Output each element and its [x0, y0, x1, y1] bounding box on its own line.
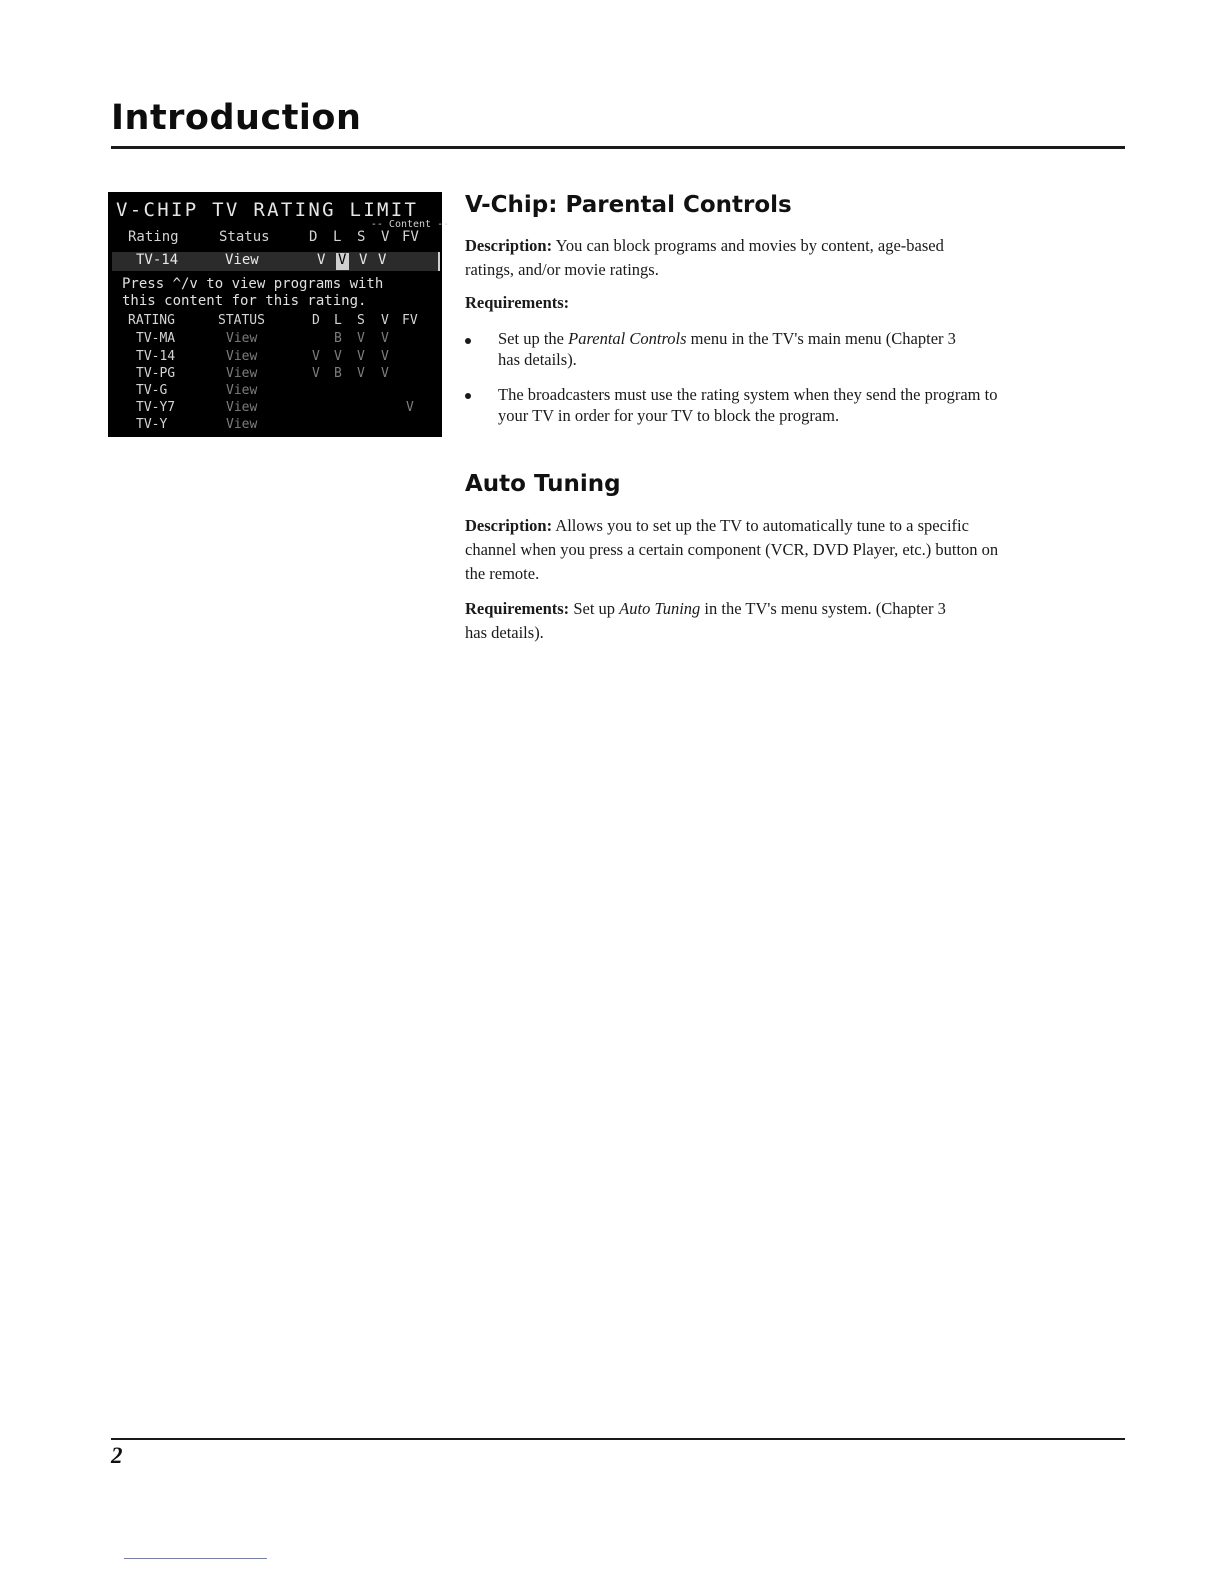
auto-req-post: in the TV's menu system. (Chapter 3	[700, 599, 946, 618]
auto-tuning-heading: Auto Tuning	[465, 471, 621, 497]
osd-table-row	[108, 331, 442, 349]
osd-head-v: V	[381, 229, 390, 245]
bullet-icon	[465, 338, 471, 344]
auto-req-pre: Set up	[569, 599, 620, 618]
osd-table-row	[108, 400, 442, 418]
bullet2-line-1: The broadcasters must use the rating system when they send the program to	[498, 385, 998, 404]
osd-table-head-rating: RATING	[128, 313, 175, 328]
auto-req-line-2: has details).	[465, 623, 544, 642]
osd-row-status: View	[226, 331, 258, 346]
osd-row-status: View	[226, 383, 258, 398]
osd-table-head-d: D	[312, 313, 320, 328]
osd-head-s: S	[357, 229, 366, 245]
osd-row-rating: TV-G	[136, 383, 168, 398]
osd-message-line-1: Press ^/v to view programs with	[122, 276, 384, 292]
vchip-req-label: Requirements:	[465, 293, 570, 312]
bullet2-line-2: your TV in order for your TV to block the program.	[498, 406, 840, 425]
osd-table-row	[108, 383, 442, 401]
osd-head-status: Status	[219, 229, 270, 245]
auto-tuning-description	[465, 514, 1125, 586]
osd-message-line-2: this content for this rating.	[122, 293, 367, 309]
osd-selected-status: View	[225, 252, 259, 268]
osd-row-s: V	[357, 331, 365, 346]
osd-table-head-status: STATUS	[218, 313, 265, 328]
bullet1-line-2: has details).	[498, 350, 577, 369]
osd-head-d: D	[309, 229, 318, 245]
osd-row-rating: TV-14	[136, 349, 176, 364]
vchip-desc-line-2: ratings, and/or movie ratings.	[465, 260, 659, 279]
osd-head-l: L	[333, 229, 342, 245]
auto-desc-line-2: channel when you press a certain component (VCR, DVD Player, etc.) button on	[465, 540, 999, 559]
page-header-title: Introduction	[111, 98, 362, 138]
osd-row-rating: TV-MA	[136, 331, 176, 346]
auto-req-label: Requirements:	[465, 599, 570, 618]
page-number: 2	[111, 1443, 123, 1468]
vchip-requirements-label	[465, 291, 1125, 315]
osd-row-v: V	[381, 331, 389, 346]
osd-row-rating: TV-PG	[136, 366, 176, 381]
osd-row-v: V	[381, 366, 389, 381]
osd-table-head-v: V	[381, 313, 389, 328]
osd-table-head-s: S	[357, 313, 365, 328]
osd-row-d: V	[312, 366, 320, 381]
osd-row-status: View	[226, 349, 258, 364]
osd-head-rating: Rating	[128, 229, 179, 245]
footer-rule	[111, 1438, 1125, 1440]
auto-desc-label: Description:	[465, 516, 553, 535]
bullet1-post: menu in the TV's main menu (Chapter 3	[686, 329, 956, 348]
vchip-desc-line-1: You can block programs and movies by content, age-based	[552, 236, 944, 255]
osd-row-v: V	[381, 349, 389, 364]
osd-selected-row	[108, 252, 442, 272]
bullet1-emphasis: Parental Controls	[568, 329, 687, 348]
auto-tuning-requirements	[465, 597, 1125, 645]
vchip-bullet-1	[498, 328, 1128, 370]
auto-req-emphasis: Auto Tuning	[619, 599, 701, 618]
osd-title: V-CHIP TV RATING LIMIT	[116, 199, 419, 221]
osd-row-l: B	[334, 331, 342, 346]
osd-row-s: V	[357, 349, 365, 364]
osd-selected-d: V	[317, 252, 326, 268]
osd-table-head-fv: FV	[402, 313, 418, 328]
vchip-bullet-2	[498, 384, 1128, 426]
osd-head-fv: FV	[402, 229, 419, 245]
bullet-icon	[465, 393, 471, 399]
header-rule	[111, 146, 1125, 149]
vchip-menu-screenshot	[108, 192, 450, 437]
osd-table-row	[108, 417, 442, 435]
osd-selected-rating: TV-14	[136, 252, 179, 268]
osd-table-row	[108, 366, 442, 384]
osd-column-headers	[108, 229, 442, 249]
osd-selected-l: V	[338, 252, 347, 268]
osd-selected-s: V	[359, 252, 368, 268]
osd-row-l: V	[334, 349, 342, 364]
osd-table-headers	[108, 313, 442, 331]
bullet1-pre: Set up the	[498, 329, 569, 348]
osd-table-head-l: L	[334, 313, 342, 328]
vchip-description	[465, 234, 1125, 282]
osd-table-row	[108, 349, 442, 367]
auto-desc-line-1: Allows you to set up the TV to automatically tune to a specific	[552, 516, 969, 535]
osd-row-l: B	[334, 366, 342, 381]
osd-row-fv: V	[406, 400, 414, 415]
osd-row-s: V	[357, 366, 365, 381]
vchip-desc-label: Description:	[465, 236, 553, 255]
osd-row-rating: TV-Y7	[136, 400, 176, 415]
osd-row-status: View	[226, 417, 258, 432]
bottom-rule	[124, 1558, 267, 1559]
osd-row-rating: TV-Y	[136, 417, 168, 432]
osd-content-label: -- Content --	[370, 219, 450, 230]
osd-row-status: View	[226, 400, 258, 415]
vchip-heading: V-Chip: Parental Controls	[465, 192, 792, 218]
auto-desc-line-3: the remote.	[465, 564, 540, 583]
osd-row-status: View	[226, 366, 258, 381]
osd-selected-v: V	[378, 252, 387, 268]
osd-row-d: V	[312, 349, 320, 364]
